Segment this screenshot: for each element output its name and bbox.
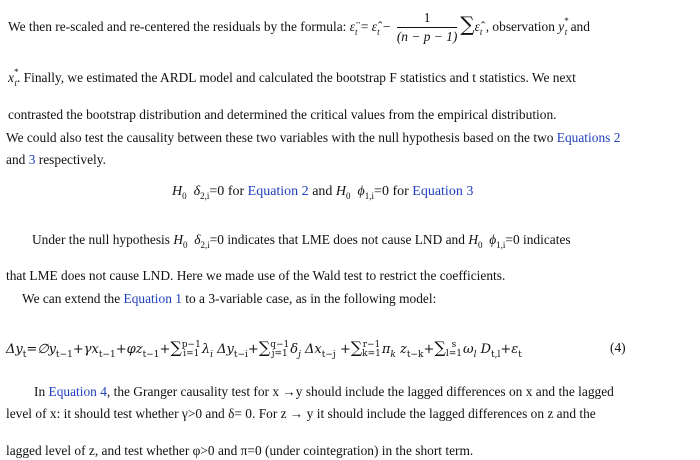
sum3-term-sub: k: [390, 350, 396, 360]
phi-symbol: ϕ: [357, 184, 365, 199]
equations-2-link[interactable]: Equations 2: [556, 130, 621, 145]
sum4-limits: [446, 341, 462, 359]
equation-3-hyp-link[interactable]: Equation 3: [412, 184, 474, 199]
para4-post: to a 3-variable case, as in the following model:: [185, 291, 437, 306]
p3-h0-2: H: [468, 232, 478, 247]
sum1-limits: [182, 341, 201, 359]
sum-symbol: ∑: [460, 12, 475, 36]
model-rhs1: =∅y: [26, 342, 56, 357]
model-plus-3: +: [423, 342, 435, 357]
sum4-sub: t,l: [491, 350, 501, 360]
model-plus-2: +: [339, 342, 351, 357]
sum1-top: p−1: [181, 339, 201, 350]
equation-number: (4): [610, 340, 626, 355]
sum2-term-sub: j: [298, 350, 301, 360]
fraction-numerator: 1: [397, 9, 457, 28]
sum1-term: λ: [201, 342, 211, 357]
sum2-term-b: Δx: [300, 342, 322, 357]
para3-line1: [32, 232, 571, 249]
para2-tail: respectively.: [38, 152, 106, 167]
sum3-bot: k=1: [362, 348, 381, 359]
sum3-term-b: z: [395, 342, 407, 357]
sum4-term-sub: l: [473, 350, 477, 360]
para2-text: We could also test the causality between these two variables with the null hypothesis based on the two: [6, 130, 554, 145]
phi-sub: 1,i: [364, 191, 375, 201]
phi-eq0: =0: [374, 184, 389, 199]
sum2-limits: [270, 341, 289, 359]
resid-sub: t: [355, 27, 358, 37]
sum4-top: s: [451, 339, 457, 350]
sum4-bot: l=1: [445, 348, 462, 359]
model-tail-sub: t: [518, 350, 522, 360]
p3-delta-eq: =0: [209, 232, 224, 247]
fraction-denominator: (n − p − 1): [396, 29, 458, 45]
sum1-term-sub: i: [210, 350, 213, 360]
h0-sub-2: 0: [346, 191, 351, 201]
para2-line2: [6, 152, 106, 168]
para5-line1-text: , the Granger causality test for x →y should include the lagged differences on x and the lagged: [106, 384, 614, 399]
sum2-term: δ: [290, 342, 299, 357]
para5-line1: [34, 384, 614, 400]
equation-2-link[interactable]: Equation 2: [247, 184, 309, 199]
para2-line1: [6, 130, 620, 146]
sum4-term-b: D: [476, 342, 492, 357]
sum2-bot: j=1: [271, 348, 288, 359]
sum1-sub: t−i: [233, 350, 248, 360]
para5-line2: level of x: it should test whether γ>0 and δ= 0. For z → y it should include the lagged differences on z and the: [6, 406, 596, 421]
model-rhs1-sub: t−1: [55, 350, 73, 360]
sum4-symbol: ∑: [434, 338, 446, 357]
equation-3-link[interactable]: 3: [28, 152, 36, 167]
model-plus-0: +: [159, 342, 171, 357]
model-rhs2: +γx: [72, 342, 99, 357]
delta-sub: 2,i: [200, 191, 210, 201]
delta-symbol: δ: [193, 184, 201, 199]
para3-line2: that LME does not cause LND. Here we made use of the Wald test to restrict the coefficients.: [6, 268, 506, 283]
p3-delta: δ: [194, 232, 201, 247]
model-plus-1: +: [247, 342, 259, 357]
model-rhs3-sub: t−1: [142, 350, 160, 360]
para4-pre: We can extend the: [22, 291, 121, 306]
resid-double-dot: ε̈: [349, 19, 356, 34]
h0-sub: 0: [182, 191, 187, 201]
x-star-sub: t: [14, 78, 17, 88]
formula-line: [8, 6, 590, 46]
sum2-sub: t−j: [321, 350, 336, 360]
hyp-and: and: [308, 184, 336, 199]
p3-phi-eq: =0: [505, 232, 520, 247]
para3-b: indicates that LME does not cause LND and: [227, 232, 465, 247]
para1-line2-text: . Finally, we estimated the ARDL model and calculated the bootstrap F statistics and t statistics. We next: [16, 70, 576, 85]
model-tail: +ε: [500, 342, 519, 357]
sum1-term-b: Δy: [212, 342, 234, 357]
sum3-term: π: [381, 342, 391, 357]
y-star-sup: *: [564, 16, 569, 26]
sum1-symbol: ∑: [170, 338, 182, 357]
resid-hat-sub: t: [377, 27, 380, 37]
para1-tail: , observation: [485, 19, 555, 34]
sum3-limits: [362, 341, 381, 359]
y-star-sub: t: [564, 27, 568, 37]
hyp-for-1: for: [224, 184, 248, 199]
model-rhs2-sub: t−1: [98, 350, 116, 360]
sum3-symbol: ∑: [350, 338, 363, 357]
para1-intro: We then re-scaled and re-centered the residuals by the formula:: [8, 19, 347, 34]
sum2-top: q−1: [270, 339, 290, 350]
sum3-sub: t−k: [406, 350, 424, 360]
para1-and: and: [570, 19, 590, 34]
p3-delta-sub: 2,i: [200, 240, 210, 250]
model-lhs: Δy: [6, 342, 23, 357]
model-rhs3: +φz: [115, 342, 143, 357]
para5-line3: lagged level of z, and test whether φ>0 and π=0 (under cointegration) in the short term.: [6, 443, 474, 458]
fraction: [397, 9, 457, 46]
para3-c: indicates: [523, 232, 571, 247]
equation-4-link[interactable]: Equation 4: [48, 384, 107, 399]
para1-line2: [8, 67, 576, 88]
p3-h0: H: [173, 232, 184, 247]
resid-hat-2: ε̂: [474, 19, 480, 34]
h0-symbol-2: H: [335, 184, 347, 199]
para2-and: and: [6, 152, 26, 167]
delta-eq0: =0: [209, 184, 225, 199]
equation-1-link[interactable]: Equation 1: [123, 291, 182, 306]
resid-hat-2-sub: t: [479, 27, 483, 37]
sum1-bot: i=1: [183, 348, 200, 359]
para5-pre: In: [34, 384, 46, 399]
para3-a: Under the null hypothesis: [32, 232, 170, 247]
model-lhs-sub: t: [22, 350, 27, 360]
x-star: x: [8, 70, 14, 85]
p3-phi-sub: 1,i: [496, 240, 506, 250]
sum4-term: ω: [462, 342, 474, 357]
x-star-sup: *: [13, 67, 19, 77]
hyp-for-2: for: [388, 184, 413, 199]
para4-line: [22, 291, 436, 307]
y-star: y: [558, 19, 565, 34]
p3-h0-sub: 0: [183, 240, 188, 250]
resid-hat: ε̂: [371, 19, 378, 34]
p3-h0-2-sub: 0: [477, 240, 483, 250]
p3-phi: ϕ: [489, 232, 497, 247]
sum3-top: r−1: [362, 339, 381, 350]
sum2-symbol: ∑: [258, 338, 271, 357]
h0-symbol: H: [172, 184, 183, 199]
eq-sign: =: [357, 19, 372, 34]
para1-line3: contrasted the bootstrap distribution and determined the critical values from the empirical distribution.: [8, 107, 557, 122]
minus-sign: −: [379, 19, 394, 34]
model-equation: [6, 334, 522, 365]
hypotheses-line: [172, 184, 473, 200]
